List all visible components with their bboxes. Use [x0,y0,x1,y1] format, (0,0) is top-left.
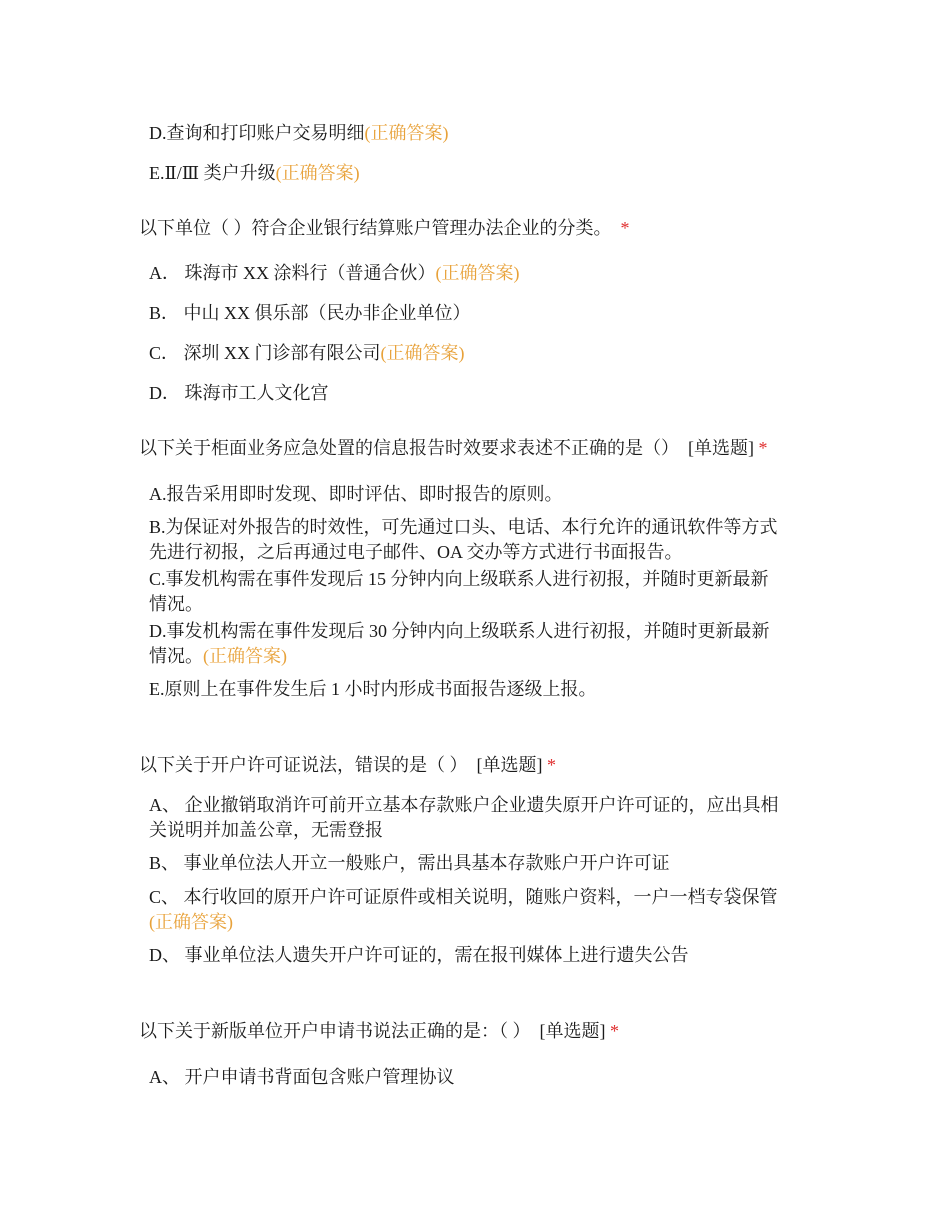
option-q3-c-cont[interactable] [149,909,233,935]
option-q2-c[interactable] [149,566,769,592]
option-text: C.事发机构需在事件发现后 15 分钟内向上级联系人进行初报，并随时更新最新 [149,569,769,589]
question-type: [单选题] [539,1021,606,1041]
option-text: B． 中山 XX 俱乐部（民办非企业单位） [149,303,471,323]
option-q2-d-cont[interactable] [149,643,287,669]
option-q2-b[interactable] [149,514,778,540]
correct-answer-label: (正确答案) [275,163,360,183]
option-text: 先进行初报，之后再通过电子邮件、OA 交办等方式进行书面报告。 [149,542,683,562]
option-text: 关说明并加盖公章，无需登报 [149,820,383,840]
option-q1-d[interactable] [149,380,329,406]
option-text: 情况。 [149,646,203,666]
option-q3-a[interactable] [149,792,779,818]
option-q3-d[interactable] [149,942,689,968]
question-title-q1: 以下单位（ ）符合企业银行结算账户管理办法企业的分类。 * [139,218,630,238]
option-q1-b[interactable] [149,300,471,326]
option-q2-a[interactable] [149,481,563,507]
required-mark: * [620,218,630,238]
option-prev-d[interactable] [149,120,449,146]
correct-answer-label: (正确答案) [149,912,233,932]
required-mark: * [758,438,768,458]
correct-answer-label: (正确答案) [364,123,449,143]
option-q2-d[interactable] [149,618,770,644]
question-title-q2: 以下关于柜面业务应急处置的信息报告时效要求表述不正确的是（） [单选题] * [139,438,768,458]
correct-answer-label: (正确答案) [435,263,520,283]
option-text: A、 开户申请书背面包含账户管理协议 [149,1067,455,1087]
option-text: C． 深圳 XX 门诊部有限公司 [149,343,381,363]
required-mark: * [547,755,556,775]
option-prev-e[interactable] [149,160,360,186]
question-title-q3: 以下关于开户许可证说法，错误的是（ ） [单选题] * [139,755,556,775]
option-text: A.报告采用即时发现、即时评估、即时报告的原则。 [149,484,563,504]
option-q1-a[interactable] [149,260,520,286]
option-text: D.事发机构需在事件发现后 30 分钟内向上级联系人进行初报，并随时更新最新 [149,621,770,641]
option-text: A． 珠海市 XX 涂料行（普通合伙） [149,263,436,283]
option-text: B.为保证对外报告的时效性，可先通过口头、电话、本行允许的通讯软件等方式 [149,517,778,537]
option-text: E.原则上在事件发生后 1 小时内形成书面报告逐级上报。 [149,679,597,699]
question-type: [单选题] [688,438,754,458]
option-text: D． 珠海市工人文化宫 [149,383,329,403]
option-text: E.Ⅱ/Ⅲ 类户升级 [149,163,276,183]
question-type: [单选题] [476,755,543,775]
option-q4-a[interactable] [149,1064,455,1090]
option-text: D、 事业单位法人遗失开户许可证的，需在报刊媒体上进行遗失公告 [149,945,689,965]
option-q3-c[interactable] [149,884,778,910]
option-text: D.查询和打印账户交易明细 [149,123,365,143]
option-text: B、 事业单位法人开立一般账户，需出具基本存款账户开户许可证 [149,853,670,873]
option-text: 情况。 [149,594,203,614]
option-text: A、 企业撤销取消许可前开立基本存款账户企业遗失原开户许可证的，应出具相 [149,795,779,815]
option-q2-c-cont[interactable] [149,591,203,617]
option-q1-c[interactable] [149,340,465,366]
question-title-q4: 以下关于新版单位开户申请书说法正确的是：（ ） [单选题] * [139,1021,619,1041]
option-q3-b[interactable] [149,850,670,876]
option-q3-a-cont[interactable] [149,817,383,843]
required-mark: * [610,1021,619,1041]
correct-answer-label: (正确答案) [380,343,465,363]
correct-answer-label: (正确答案) [203,646,287,666]
option-q2-e[interactable] [149,676,597,702]
option-q2-b-cont[interactable] [149,539,683,565]
option-text: C、 本行收回的原开户许可证原件或相关说明，随账户资料，一户一档专袋保管 [149,887,778,907]
